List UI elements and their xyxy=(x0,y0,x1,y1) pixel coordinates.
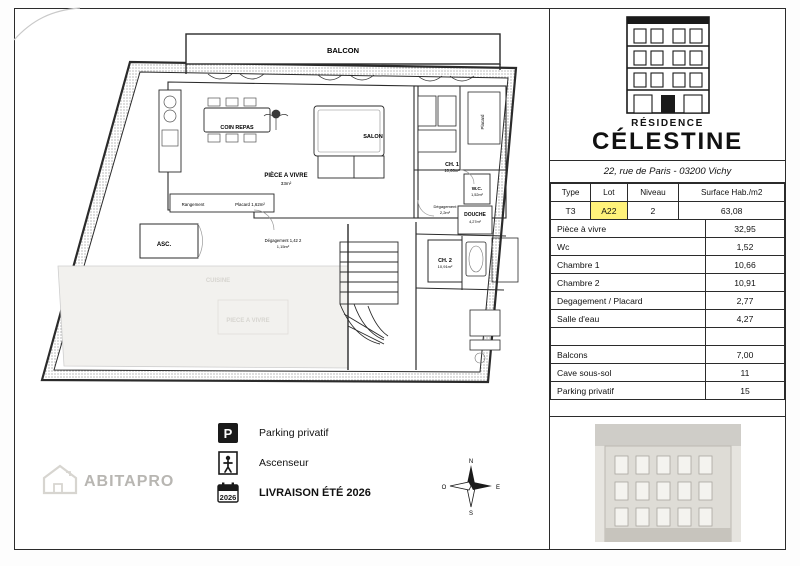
table-spacer xyxy=(551,328,785,346)
annexe-value: 11 xyxy=(706,364,785,382)
annexe-label: Balcons xyxy=(551,346,706,364)
svg-text:4,27m²: 4,27m² xyxy=(469,220,481,224)
table-row xyxy=(551,364,785,382)
compass-south: S xyxy=(468,511,474,517)
svg-text:Placard: Placard xyxy=(480,114,485,130)
value-lot: A22 xyxy=(591,202,627,220)
svg-text:2,2m²: 2,2m² xyxy=(439,210,451,215)
legend-label-parking: Parking privatif xyxy=(259,427,329,439)
table-row xyxy=(551,310,785,328)
svg-text:PIECE A VIVRE: PIECE A VIVRE xyxy=(226,318,270,324)
compass-rose xyxy=(440,455,502,517)
table-row xyxy=(551,382,785,400)
table-row xyxy=(551,238,785,256)
svg-text:10,91m²: 10,91m² xyxy=(437,264,453,269)
value-niveau: 2 xyxy=(627,202,679,220)
table-value-row xyxy=(551,202,785,220)
residence-label: RÉSIDENCE xyxy=(631,118,704,129)
lot-summary-table xyxy=(550,183,785,220)
room-value: 32,95 xyxy=(706,220,785,238)
svg-text:PIÈCE A VIVRE: PIÈCE A VIVRE xyxy=(264,173,308,179)
room-value: 10,91 xyxy=(706,274,785,292)
room-value: 1,52 xyxy=(706,238,785,256)
svg-text:Rangement: Rangement xyxy=(181,202,205,207)
room-value: 10,66 xyxy=(706,256,785,274)
legend-label-elevator: Ascenseur xyxy=(259,457,309,469)
svg-text:COIN REPAS: COIN REPAS xyxy=(220,125,254,131)
room-label: Pièce à vivre xyxy=(551,220,706,238)
header-niveau: Niveau xyxy=(627,184,679,202)
compass-east: E xyxy=(495,485,501,491)
svg-text:33m²: 33m² xyxy=(280,181,292,186)
compass-west: O xyxy=(441,485,447,491)
svg-text:1,52m²: 1,52m² xyxy=(471,193,483,197)
svg-text:CH. 2: CH. 2 xyxy=(438,258,452,264)
floorplan-drawing xyxy=(18,10,546,400)
residence-name: CÉLESTINE xyxy=(592,128,743,155)
building-photo xyxy=(595,424,741,542)
svg-text:2026: 2026 xyxy=(219,493,237,502)
value-surface: 63,08 xyxy=(679,202,785,220)
value-type: T3 xyxy=(551,202,591,220)
table-row xyxy=(551,346,785,364)
legend-label-delivery: LIVRAISON ÉTÉ 2026 xyxy=(259,487,371,499)
legend-item-delivery xyxy=(215,478,475,508)
svg-text:SALON: SALON xyxy=(363,134,383,140)
calendar-2026-icon xyxy=(215,480,241,506)
svg-text:Dégagement 1,42 2: Dégagement 1,42 2 xyxy=(264,238,302,243)
svg-text:Dégagement: Dégagement xyxy=(433,204,457,209)
header-type: Type xyxy=(551,184,591,202)
legend-item-parking xyxy=(215,418,475,448)
tables xyxy=(550,183,785,400)
legend-item-elevator xyxy=(215,448,475,478)
annexe-label: Parking privatif xyxy=(551,382,706,400)
house-outline-icon xyxy=(40,462,80,501)
header-surface: Surface Hab./m2 xyxy=(679,184,785,202)
rooms-table xyxy=(550,219,785,400)
building-photo-block xyxy=(550,416,785,549)
annexe-value: 7,00 xyxy=(706,346,785,364)
table-row xyxy=(551,256,785,274)
room-label: Chambre 2 xyxy=(551,274,706,292)
address-line: 22, rue de Paris - 03200 Vichy xyxy=(550,161,785,183)
apartment-floorplan xyxy=(18,10,546,400)
svg-text:W.C.: W.C. xyxy=(471,187,483,192)
table-header-row xyxy=(551,184,785,202)
room-label: Chambre 1 xyxy=(551,256,706,274)
svg-text:P: P xyxy=(223,426,233,441)
table-row xyxy=(551,292,785,310)
room-value: 4,27 xyxy=(706,310,785,328)
elevator-person-icon xyxy=(215,450,241,476)
svg-text:10,66m²: 10,66m² xyxy=(444,168,460,173)
brand-logo xyxy=(40,462,174,501)
brand-name: ABITAPRO xyxy=(84,472,175,490)
building-illustration-icon xyxy=(621,13,715,117)
svg-text:DOUCHE: DOUCHE xyxy=(464,212,486,218)
room-label: Wc xyxy=(551,238,706,256)
svg-text:ASC.: ASC. xyxy=(156,242,172,248)
annexe-value: 15 xyxy=(706,382,785,400)
svg-text:1,15m²: 1,15m² xyxy=(276,244,290,249)
annexe-label: Cave sous-sol xyxy=(551,364,706,382)
table-row xyxy=(551,274,785,292)
info-panel xyxy=(549,9,785,549)
room-label: Salle d'eau xyxy=(551,310,706,328)
legend xyxy=(215,418,475,508)
svg-text:BALCON: BALCON xyxy=(326,46,360,55)
svg-text:CUISINE: CUISINE xyxy=(205,278,231,284)
compass-north: N xyxy=(468,459,474,465)
svg-text:Placard 1,62m²: Placard 1,62m² xyxy=(235,202,265,207)
table-row xyxy=(551,220,785,238)
parking-icon xyxy=(215,420,241,446)
header-lot: Lot xyxy=(591,184,627,202)
room-label: Degagement / Placard xyxy=(551,292,706,310)
room-value: 2,77 xyxy=(706,292,785,310)
svg-text:CH. 1: CH. 1 xyxy=(445,162,459,168)
residence-logo-block xyxy=(550,9,785,161)
